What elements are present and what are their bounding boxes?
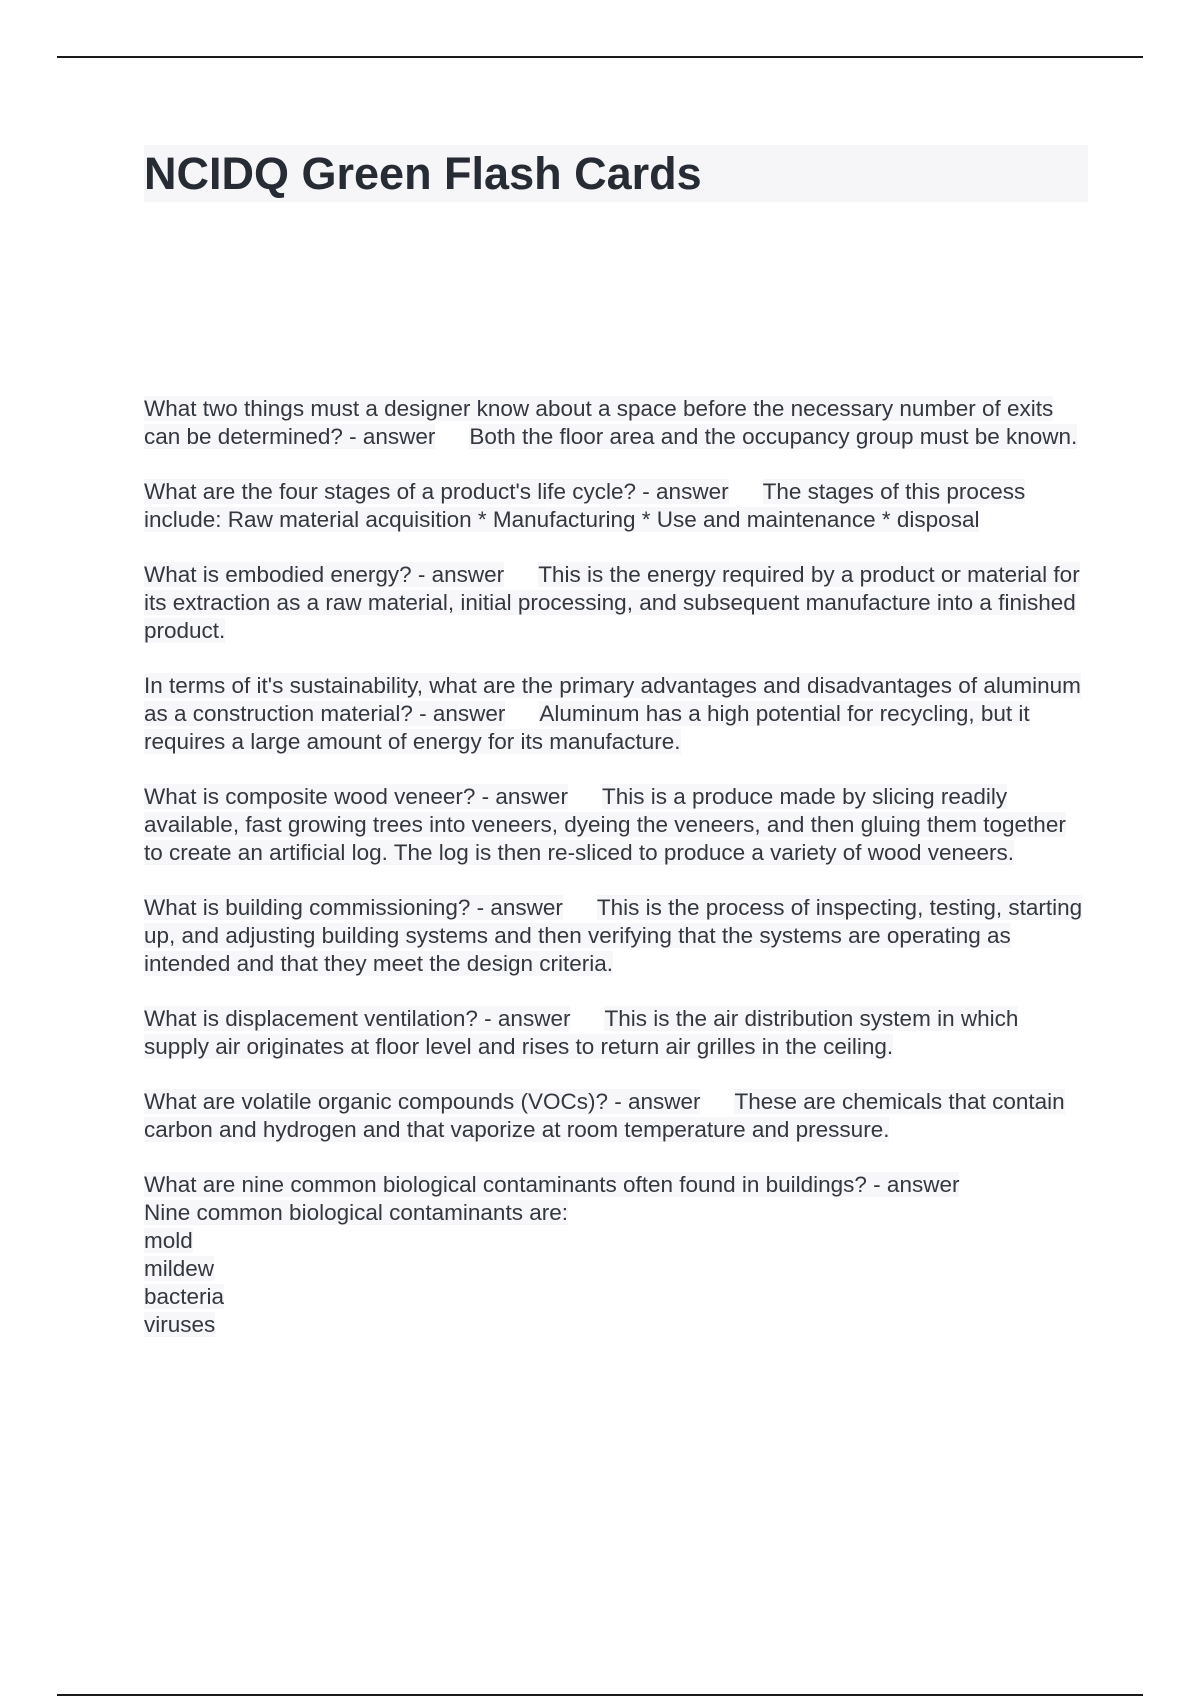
flash-card: [144, 672, 1084, 756]
list-item: viruses: [144, 1312, 216, 1337]
card-answer: Aluminum has a high potential for recycling, but it requires a large amount of energy for its manufacture.: [144, 701, 1030, 754]
flash-card: [144, 478, 1084, 534]
list-item: mildew: [144, 1256, 215, 1281]
flash-card: [144, 1005, 1084, 1061]
card-answer: This is the air distribution system in which supply air originates at floor level and rises to return air grilles in the ceiling.: [144, 1006, 1019, 1059]
card-question: What are volatile organic compounds (VOCs)? - answer: [144, 1089, 701, 1114]
list-item: Nine common biological contaminants are:: [144, 1200, 568, 1225]
card-question: What are nine common biological contaminants often found in buildings? - answer: [144, 1172, 960, 1197]
contaminant-list: [144, 1199, 1084, 1339]
flash-card: [144, 395, 1084, 451]
card-question: In terms of it's sustainability, what are the primary advantages and disadvantages of aluminum as a construction material? - answer: [144, 673, 1081, 726]
flash-card: [144, 894, 1084, 978]
card-answer: This is the energy required by a product or material for its extraction as a raw material, initial processing, and subsequent manufacture into a finished product.: [144, 562, 1080, 643]
card-question: What are the four stages of a product's life cycle? - answer: [144, 479, 729, 504]
card-question: What two things must a designer know about a space before the necessary number of exits can be determined? - answer: [144, 396, 1054, 449]
card-answer: These are chemicals that contain carbon and hydrogen and that vaporize at room temperature and pressure.: [144, 1089, 1065, 1142]
flash-card: [144, 561, 1084, 645]
card-answer: The stages of this process include: Raw material acquisition * Manufacturing * Use and maintenance * disposal: [144, 479, 1026, 532]
flash-card-last: [144, 1171, 1084, 1339]
card-answer: This is the process of inspecting, testing, starting up, and adjusting building systems and then verifying that the systems are operating as intended and that they meet the design criteria.: [144, 895, 1083, 976]
top-rule: [57, 56, 1143, 58]
list-item: mold: [144, 1228, 193, 1253]
page-title: NCIDQ Green Flash Cards: [144, 145, 1088, 202]
flash-card-list: [144, 395, 1084, 1366]
card-answer: This is a produce made by slicing readily available, fast growing trees into veneers, dyeing the veneers, and then gluing them together to create an artificial log. The log is then re-sliced to produce a variety of wood veneers.: [144, 784, 1066, 865]
card-question: What is building commissioning? - answer: [144, 895, 563, 920]
flash-card: [144, 1088, 1084, 1144]
card-question: What is composite wood veneer? - answer: [144, 784, 568, 809]
card-question: What is displacement ventilation? - answer: [144, 1006, 571, 1031]
bottom-rule: [57, 1694, 1143, 1696]
flash-card: [144, 783, 1084, 867]
card-answer: Both the floor area and the occupancy group must be known.: [469, 424, 1078, 449]
card-question: What is embodied energy? - answer: [144, 562, 505, 587]
list-item: bacteria: [144, 1284, 225, 1309]
